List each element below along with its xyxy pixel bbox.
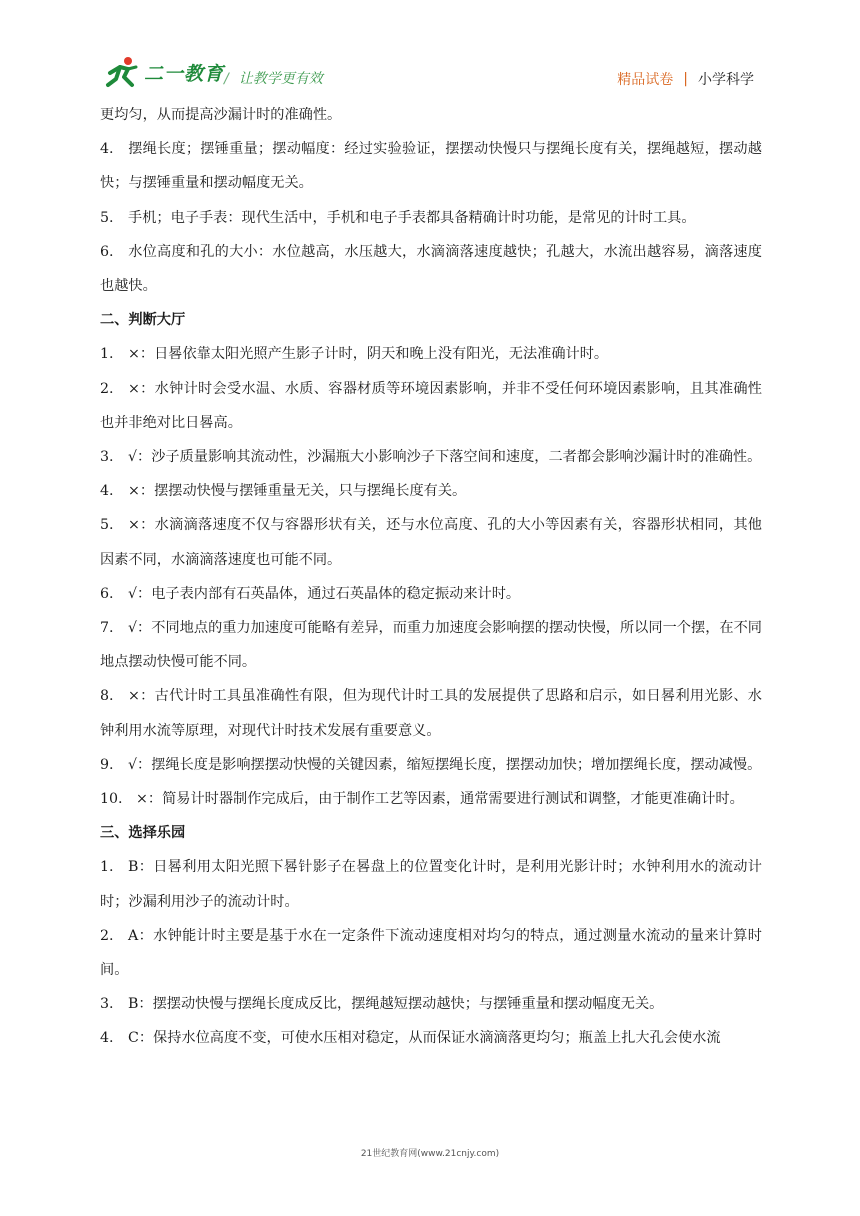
item-number: 1. (100, 859, 114, 876)
runner-logo-icon (104, 55, 142, 89)
item-number: 3. (100, 449, 114, 466)
item-number: 6. (100, 585, 114, 602)
judge-item (100, 782, 762, 816)
item-text: 水位高度和孔的大小：水位越高，水压越大，水滴滴落速度越快；孔越大，水流出越容易，滴落速度也越快。 (100, 243, 762, 295)
section-heading: 二、判断大厅 (100, 312, 186, 329)
item-number: 2. (100, 927, 114, 944)
item-number: 9. (100, 756, 114, 773)
section-heading: 三、选择乐园 (100, 825, 186, 842)
logo (104, 52, 224, 92)
item-text: 手机；电子手表：现代生活中，手机和电子手表都具备精确计时功能，是常见的计时工具。 (128, 209, 696, 226)
logo-text: 二一教育 (144, 62, 225, 85)
item-number: 8. (100, 688, 114, 705)
quality-tag: 精品试卷 (617, 72, 674, 88)
judge-item (100, 679, 762, 747)
choice-item (100, 850, 762, 918)
choice-item (100, 1021, 762, 1055)
slash-divider: / (224, 71, 229, 87)
item-text: B：摆摆动快慢与摆绳长度成反比，摆绳越短摆动越快；与摆锤重量和摆动幅度无关。 (128, 996, 664, 1013)
answer-content (100, 98, 762, 1056)
fill-item (100, 201, 762, 235)
page-footer: 21世纪教育网(www.21cnjy.com) (360, 1149, 500, 1159)
item-text: ×：日晷依靠太阳光照产生影子计时，阴天和晚上没有阳光，无法准确计时。 (128, 346, 609, 363)
subject-tag: 小学科学 (698, 72, 754, 88)
continued-paragraph: 更均匀，从而提高沙漏计时的准确性。 (100, 107, 342, 123)
judge-item (100, 508, 762, 576)
tag-separator: | (683, 71, 688, 87)
item-text: √：沙子质量影响其流动性，沙漏瓶大小影响沙子下落空间和速度，二者都会影响沙漏计时的准确性。 (128, 449, 762, 466)
item-text: √：电子表内部有石英晶体，通过石英晶体的稳定振动来计时。 (128, 585, 521, 602)
judge-item (100, 337, 762, 371)
slogan-text: 让教学更有效 (238, 71, 323, 87)
item-text: A：水钟能计时主要是基于水在一定条件下流动速度相对均匀的特点，通过测量水流动的量来计算时间。 (100, 927, 762, 979)
item-number: 7. (100, 620, 114, 637)
item-text: ×：水滴滴落速度不仅与容器形状有关，还与水位高度、孔的大小等因素有关，容器形状相同，其他因素不同，水滴滴落速度也可能不同。 (100, 517, 762, 568)
item-text: ×：水钟计时会受水温、水质、容器材质等环境因素影响，并非不受任何环境因素影响，且其准确性也并非绝对比日晷高。 (100, 380, 762, 431)
fill-item (100, 132, 762, 200)
item-number: 4. (100, 483, 114, 500)
brand-tags (617, 69, 754, 89)
judge-item (100, 474, 762, 508)
item-text: √：摆绳长度是影响摆摆动快慢的关键因素，缩短摆绳长度，摆摆动加快；增加摆绳长度，摆动减慢。 (128, 756, 762, 773)
item-text: C：保持水位高度不变，可使水压相对稳定，从而保证水滴滴落更均匀；瓶盖上扎大孔会使水流 (128, 1030, 721, 1047)
item-number: 10. (100, 791, 123, 808)
item-number: 4. (100, 1030, 114, 1047)
item-number: 4. (100, 141, 114, 158)
judge-item (100, 372, 762, 440)
item-text: ×：古代计时工具虽准确性有限，但为现代计时工具的发展提供了思路和启示，如日晷利用光影、水钟利用水流等原理，对现代计时技术发展有重要意义。 (100, 688, 762, 739)
item-number: 1. (100, 346, 114, 363)
item-text: ×：简易计时器制作完成后，由于制作工艺等因素，通常需要进行测试和调整，才能更准确计时。 (136, 791, 744, 808)
judge-item (100, 748, 762, 782)
item-number: 2. (100, 380, 114, 397)
choice-item (100, 987, 762, 1021)
slogan (224, 68, 323, 88)
fill-item (100, 235, 762, 303)
item-text: 摆绳长度；摆锤重量；摆动幅度：经过实验验证，摆摆动快慢只与摆绳长度有关，摆绳越短，摆动越快；与摆锤重量和摆动幅度无关。 (100, 141, 762, 192)
item-number: 5. (100, 209, 114, 226)
judge-item (100, 577, 762, 611)
item-text: √：不同地点的重力加速度可能略有差异，而重力加速度会影响摆的摆动快慢，所以同一个摆，在不同地点摆动快慢可能不同。 (100, 620, 762, 671)
judge-item (100, 611, 762, 679)
page-header (0, 0, 860, 96)
item-number: 6. (100, 243, 114, 260)
item-number: 3. (100, 996, 114, 1013)
judge-item (100, 440, 762, 474)
choice-item (100, 919, 762, 987)
item-text: ×：摆摆动快慢与摆锤重量无关，只与摆绳长度有关。 (128, 483, 467, 500)
item-number: 5. (100, 517, 114, 534)
item-text: B：日晷利用太阳光照下晷针影子在晷盘上的位置变化计时，是利用光影计时；水钟利用水的流动计时；沙漏利用沙子的流动计时。 (100, 859, 762, 910)
